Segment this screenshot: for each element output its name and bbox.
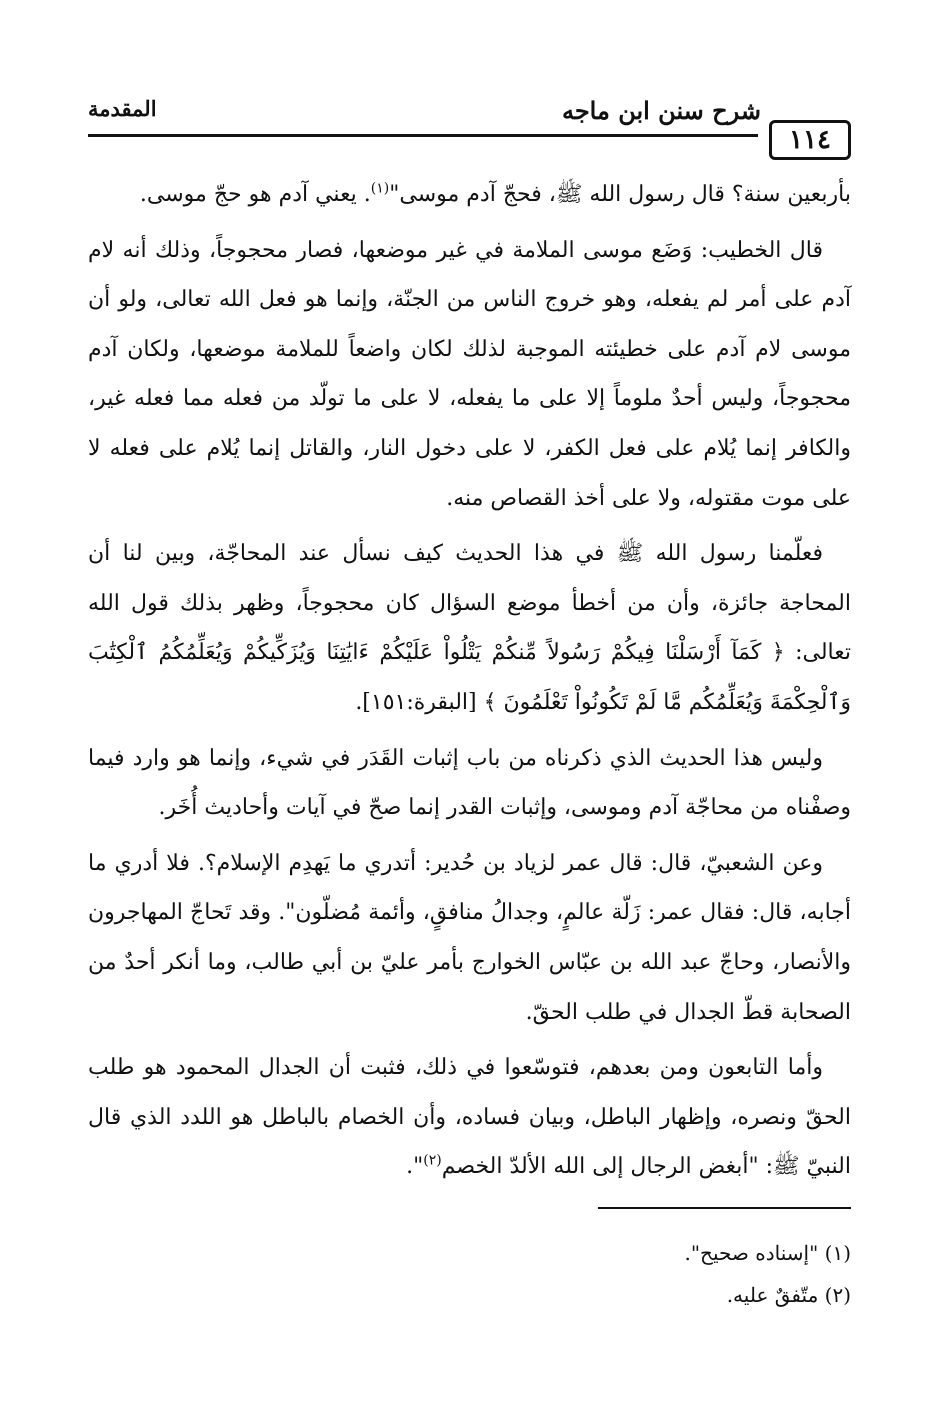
paragraph: [88, 170, 851, 220]
paragraph: قال الخطيب: وَضَع موسى الملامة في غير موضعها، فصار محجوجاً، وذلك أنه لام آدم على أمر لم يفعله، وهو خروج الناس من الجنّة، وإنما هو فعل الله تعالى، ولو أن موسى لام آدم على خطيئته الموجبة لذلك لكان واضعاً للملامة موضعها، ولكان آدم محجوجاً، وليس أحدٌ ملوماً إلا على ما يفعله، لا على ما تولّد من فعله مما فعله غير، والكافر إنما يُلام على فعل الكفر، لا على دخول النار، والقاتل إنما يُلام على فعله لا على موت مقتوله، ولا على أخذ القصاص منه.: [88, 237, 851, 511]
paragraph-text-tail: . يعني آدم هو حجّ موسى.: [139, 182, 371, 207]
page-number: ١١٤: [769, 120, 851, 160]
paragraph: فعلّمنا رسول الله ﷺ في هذا الحديث كيف نسأل عند المحاجّة، وبين لنا أن المحاجة جائزة، وأن من أخطأ موضع السؤال كان محجوجاً، وظهر بذلك قول الله تعالى: ﴿ كَمَآ أَرْسَلْنَا فِيكُمْ رَسُولاً مِّنكُمْ يَتْلُواْ عَلَيْكُمْ ءَايَٰتِنَا وَيُزَكِّيكُمْ وَيُعَلِّمُكُمُ ٱلْكِتَٰبَ وَٱلْحِكْمَةَ وَيُعَلِّمُكُم مَّا لَمْ تَكُونُواْ تَعْلَمُونَ ﴾ [البقرة:١٥١].: [88, 541, 851, 715]
paragraph: [88, 1043, 851, 1192]
footnote-divider: [598, 1207, 851, 1209]
footnote-ref: (١): [370, 180, 390, 197]
footnote: (٢) متّفقٌ عليه.: [726, 1283, 851, 1307]
paragraph: وعن الشعبيّ، قال: قال عمر لزياد بن حُدير: أتدري ما يَهدِم الإسلام؟. فلا أدري ما أجابه، قال: فقال عمر: زَلّة عالمٍ، وجدالُ منافقٍ، وأئمة مُضلّون". وقد تَحاجّ المهاجرون والأنصار، وحاجّ عبد الله بن عبّاس الخوارج بأمر عليّ بن أبي طالب، وما أنكر أحدٌ من الصحابة قطّ الجدال في طلب الحقّ.: [88, 850, 851, 1025]
footnotes: [88, 1232, 851, 1316]
page-header: [88, 96, 851, 166]
footnote: (١) "إسناده صحيح".: [684, 1241, 851, 1265]
body-text: [88, 170, 851, 1198]
paragraph-text-tail: ".: [406, 1154, 424, 1180]
paragraph-text: وأما التابعون ومن بعدهم، فتوسّعوا في ذلك، فثبت أن الجدال المحمود هو طلب الحقّ ونصره، وإظهار الباطل، وبيان فساده، وأن الخصام بالباطل هو اللدد الذي قال النبيّ ﷺ: "أبغض الرجال إلى الله الألدّ الخصم: [88, 1055, 851, 1180]
paragraph: وليس هذا الحديث الذي ذكرناه من باب إثبات القَدَر في شيء، وإنما هو وارد فيما وصفْناه من محاجّة آدم وموسى، وإثبات القدر إنما صحّ في آيات وأحاديث أُخَر.: [88, 745, 851, 821]
book-title: شرح سنن ابن ماجه: [561, 96, 761, 125]
section-title: المقدمة: [88, 96, 157, 121]
header-rule: [88, 134, 758, 137]
footnote-ref: (٢): [423, 1152, 442, 1169]
paragraph-text: بأربعين سنة؟ قال رسول الله ﷺ، فحجّ آدم موسى": [389, 182, 851, 207]
